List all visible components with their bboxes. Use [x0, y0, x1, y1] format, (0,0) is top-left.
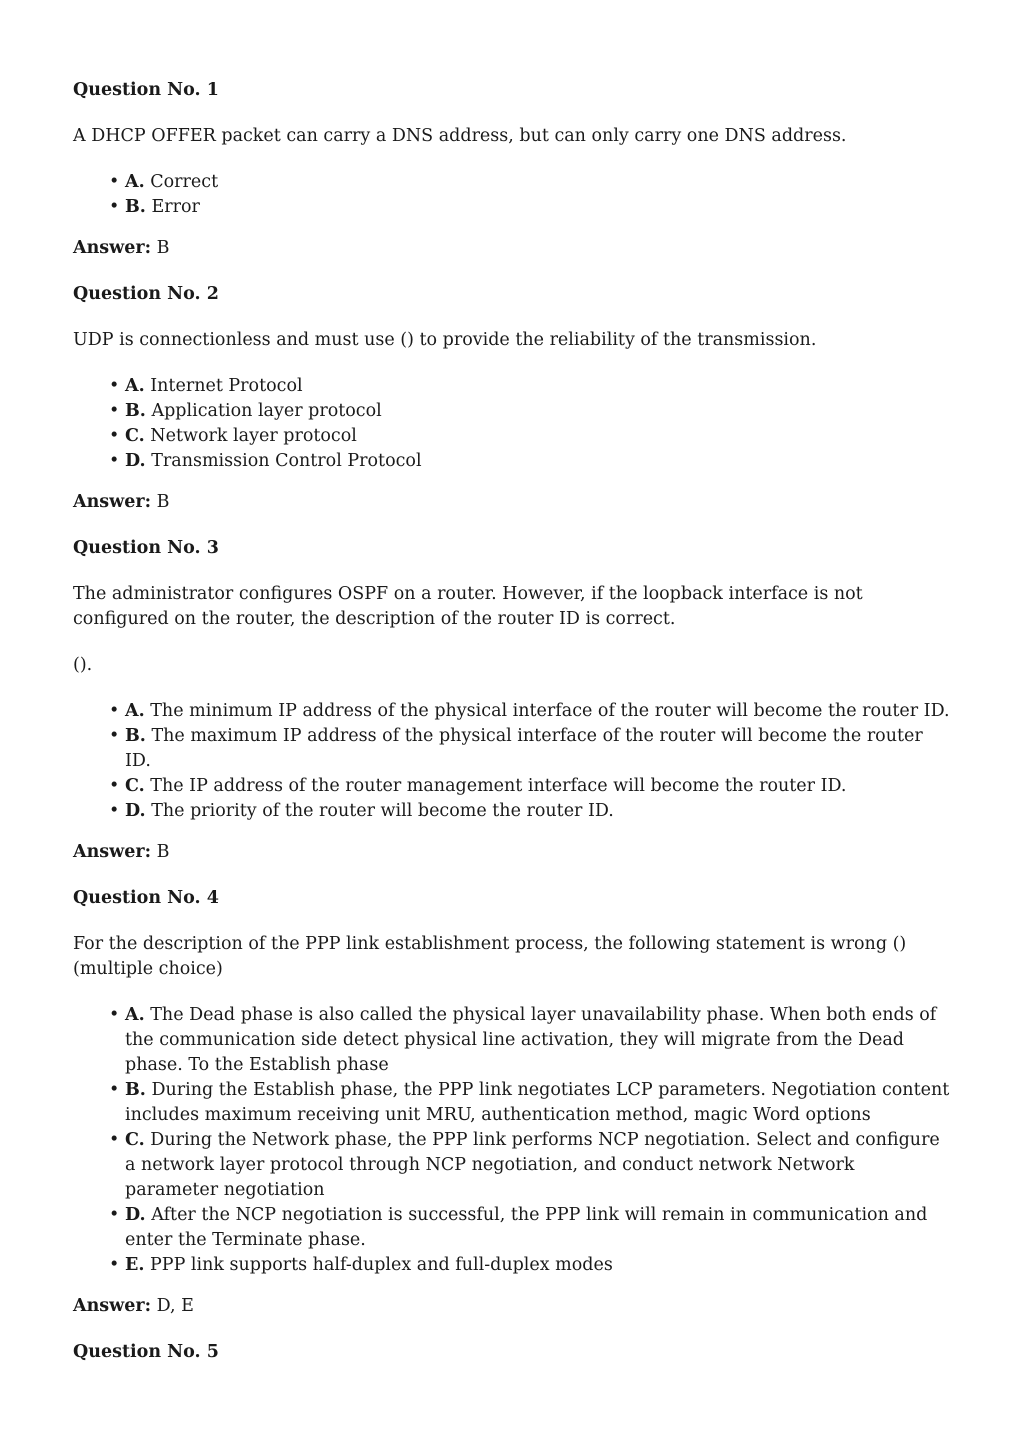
option-text: Error — [151, 197, 200, 217]
option-text: Internet Protocol — [150, 376, 303, 396]
question-title: Question No. 4 — [73, 888, 219, 908]
option-item — [109, 774, 951, 799]
option-letter: A. — [125, 701, 145, 721]
option-letter: C. — [125, 1130, 145, 1150]
option-text: The IP address of the router management interface will become the router ID. — [150, 776, 847, 796]
option-item — [109, 374, 951, 399]
option-item — [109, 1253, 951, 1278]
answer-line — [73, 840, 951, 865]
option-item — [109, 399, 951, 424]
option-item — [109, 1003, 951, 1078]
question-text: A DHCP OFFER packet can carry a DNS address, but can only carry one DNS address. — [73, 126, 847, 146]
option-item — [109, 1078, 951, 1128]
option-item — [109, 449, 951, 474]
option-letter: B. — [125, 401, 146, 421]
answer-label: Answer: — [73, 842, 152, 862]
option-letter: A. — [125, 376, 145, 396]
question-text: The administrator configures OSPF on a router. However, if the loopback interface is not configured on the router, the description of the router ID is correct. — [73, 584, 863, 629]
answer-value: B — [156, 238, 170, 258]
option-letter: A. — [125, 1005, 145, 1025]
answer-label: Answer: — [73, 1296, 152, 1316]
option-list — [73, 699, 951, 824]
option-list — [73, 170, 951, 220]
question-text: UDP is connectionless and must use () to provide the reliability of the transmission. — [73, 330, 817, 350]
bullet-icon: • — [109, 197, 120, 217]
option-text: Correct — [150, 172, 219, 192]
option-item — [109, 195, 951, 220]
answer-label: Answer: — [73, 238, 152, 258]
option-letter: A. — [125, 172, 145, 192]
question-block — [73, 78, 951, 261]
answer-line — [73, 490, 951, 515]
option-text: The Dead phase is also called the physical layer unavailability phase. When both ends of the communication side detect physical line activation, they will migrate from the Dead phase. To the Establish phase — [125, 1005, 937, 1075]
question-title: Question No. 1 — [73, 80, 219, 100]
question-block — [73, 886, 951, 1319]
option-item — [109, 1203, 951, 1253]
option-item — [109, 170, 951, 195]
bullet-icon: • — [109, 1080, 120, 1100]
option-letter: E. — [125, 1255, 145, 1275]
option-letter: C. — [125, 426, 145, 446]
option-item — [109, 1128, 951, 1203]
question-text: For the description of the PPP link establishment process, the following statement is wrong () (multiple choice) — [73, 934, 907, 979]
question-title: Question No. 5 — [73, 1342, 219, 1362]
option-letter: C. — [125, 776, 145, 796]
answer-value: B — [156, 492, 170, 512]
option-text: Network layer protocol — [150, 426, 357, 446]
answer-line — [73, 1294, 951, 1319]
option-text: The minimum IP address of the physical interface of the router will become the router ID. — [150, 701, 950, 721]
option-item — [109, 724, 951, 774]
question-block — [73, 282, 951, 515]
answer-value: B — [156, 842, 170, 862]
option-letter: D. — [125, 801, 146, 821]
answer-label: Answer: — [73, 492, 152, 512]
option-item — [109, 424, 951, 449]
option-list — [73, 1003, 951, 1278]
bullet-icon: • — [109, 451, 120, 471]
option-item — [109, 799, 951, 824]
option-letter: B. — [125, 1080, 146, 1100]
option-letter: B. — [125, 197, 146, 217]
option-list — [73, 374, 951, 474]
option-text: PPP link supports half-duplex and full-duplex modes — [150, 1255, 613, 1275]
option-text: The priority of the router will become the router ID. — [151, 801, 614, 821]
bullet-icon: • — [109, 1255, 120, 1275]
bullet-icon: • — [109, 1205, 120, 1225]
option-text: Transmission Control Protocol — [151, 451, 422, 471]
bullet-icon: • — [109, 726, 120, 746]
bullet-icon: • — [109, 776, 120, 796]
answer-line — [73, 236, 951, 261]
bullet-icon: • — [109, 401, 120, 421]
option-text: After the NCP negotiation is successful, the PPP link will remain in communication and enter the Terminate phase. — [125, 1205, 928, 1250]
option-text: During the Establish phase, the PPP link negotiates LCP parameters. Negotiation content includes maximum receiving unit MRU, authentication method, magic Word options — [125, 1080, 950, 1125]
answer-value: D, E — [156, 1296, 194, 1316]
question-title: Question No. 2 — [73, 284, 219, 304]
question-block — [73, 536, 951, 865]
question-block — [73, 1340, 951, 1365]
option-text: During the Network phase, the PPP link performs NCP negotiation. Select and configure a network layer protocol through NCP negotiation, and conduct network Network parameter negotiation — [125, 1130, 940, 1200]
option-text: The maximum IP address of the physical interface of the router will become the router ID. — [125, 726, 923, 771]
question-extra-text: (). — [73, 655, 93, 675]
bullet-icon: • — [109, 426, 120, 446]
bullet-icon: • — [109, 376, 120, 396]
bullet-icon: • — [109, 701, 120, 721]
bullet-icon: • — [109, 1005, 120, 1025]
option-letter: D. — [125, 451, 146, 471]
option-letter: D. — [125, 1205, 146, 1225]
option-text: Application layer protocol — [151, 401, 382, 421]
option-letter: B. — [125, 726, 146, 746]
question-title: Question No. 3 — [73, 538, 219, 558]
bullet-icon: • — [109, 172, 120, 192]
bullet-icon: • — [109, 1130, 120, 1150]
option-item — [109, 699, 951, 724]
bullet-icon: • — [109, 801, 120, 821]
